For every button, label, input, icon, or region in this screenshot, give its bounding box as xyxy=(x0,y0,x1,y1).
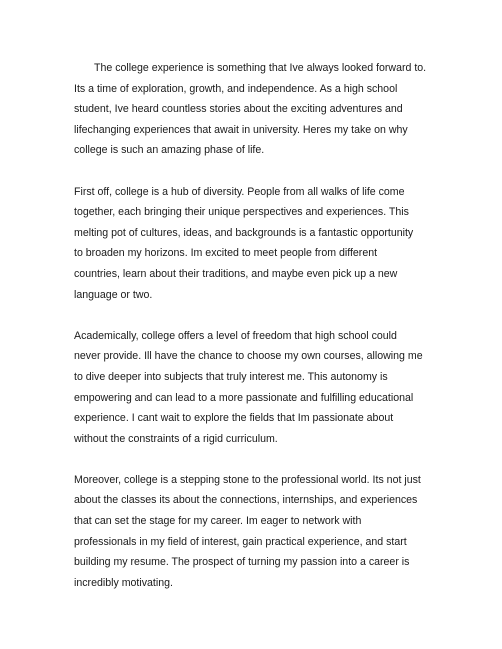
text-line: Moreover, college is a stepping stone to the professional world. Its not just xyxy=(74,473,421,486)
text-line: Its a time of exploration, growth, and independence. As a high school xyxy=(74,82,398,95)
text-line: The college experience is something that Ive always looked forward to. xyxy=(94,62,427,74)
paragraph-diversity xyxy=(74,182,434,306)
paragraph-intro xyxy=(74,58,434,161)
text-line: empowering and can lead to a more passionate and fulfilling educational xyxy=(74,391,414,404)
text-line: to broaden my horizons. Im excited to meet people from different xyxy=(74,247,378,260)
text-line: language or two. xyxy=(74,288,153,301)
text-line: professionals in my field of interest, gain practical experience, and start xyxy=(74,535,407,548)
text-line: that can set the stage for my career. Im eager to network with xyxy=(74,515,362,528)
text-line: without the constraints of a rigid curriculum. xyxy=(74,432,278,445)
paragraph-career xyxy=(74,470,434,594)
text-line: Academically, college offers a level of freedom that high school could xyxy=(74,329,397,342)
text-line: never provide. Ill have the chance to choose my own courses, allowing me xyxy=(74,350,423,363)
text-line: student, Ive heard countless stories about the exciting adventures and xyxy=(74,103,403,116)
text-line: building my resume. The prospect of turning my passion into a career is xyxy=(74,556,410,569)
text-line: college is such an amazing phase of life. xyxy=(74,144,265,157)
text-line: to dive deeper into subjects that truly interest me. This autonomy is xyxy=(74,370,388,383)
text-line: incredibly motivating. xyxy=(74,576,173,589)
text-line: experience. I cant wait to explore the fields that Im passionate about xyxy=(74,412,394,425)
document-body xyxy=(74,58,434,614)
text-line: lifechanging experiences that await in university. Heres my take on why xyxy=(74,123,408,136)
text-line: countries, learn about their traditions, and maybe even pick up a new xyxy=(74,267,398,280)
paragraph-academics xyxy=(74,326,434,450)
text-line: melting pot of cultures, ideas, and backgrounds is a fantastic opportunity xyxy=(74,226,414,239)
text-line: together, each bringing their unique perspectives and experiences. This xyxy=(74,206,409,219)
text-line: about the classes its about the connections, internships, and experiences xyxy=(74,494,418,507)
text-line: First off, college is a hub of diversity. People from all walks of life come xyxy=(74,185,405,198)
